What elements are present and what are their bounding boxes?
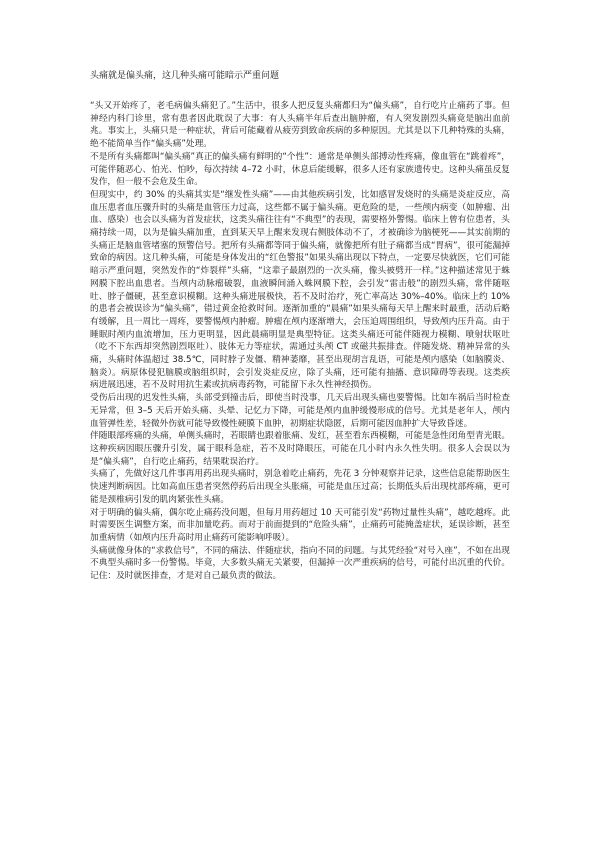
paragraph: 头痛就像身体的“求救信号”，不同的痛法、伴随症状，指向不同的问题。与其凭经验“对号入座”，不如在出现不典型头痛时多一份警惕。毕竟，大多数头痛无关紧要，但漏掉一次严重疾病的信号，可能付出沉重的代价。记住：及时就医排查，才是对自己最负责的做法。 <box>90 545 510 582</box>
paragraph: 伴随眼部疼痛的头痛，单侧头痛时，若眼睛也跟着胀痛、发红，甚至看东西模糊，可能是急性闭角型青光眼。这种疾病因眼压骤升引发，属于眼科急症，若不及时降眼压，可能在几小时内永久性失明。很多人会误以为是“偏头痛”，自行吃止痛药，结果耽误治疗。 <box>90 431 510 467</box>
article-title: 头痛就是偏头痛，这几种头痛可能暗示严重问题 <box>90 71 280 81</box>
paragraph: “头又开始疼了，老毛病偏头痛犯了。”生活中，很多人把反复头痛都归为“偏头痛”，自行吃片止痛药了事。但神经内科门诊里，常有患者因此耽误了大事：有人头痛半年后查出脑肿瘤，有人突发剧烈头痛竟是脑出血前兆。事实上，头痛只是一种症状，背后可能藏着从疲劳到致命疾病的多种原因。尤其是以下几种特殊的头痛，绝不能简单当作“偏头痛”处理。 <box>90 101 510 150</box>
paragraph: 不是所有头痛都叫“偏头痛”真正的偏头痛有鲜明的“个性”：通常是单侧头部搏动性疼痛，像血管在“跳着疼”，可能伴随恶心、怕光、怕吵，每次持续 4–72 小时，休息后能缓解，很多人还有家族遗传史。这种头痛虽反复发作，但一般不会危及生命。 <box>90 151 510 188</box>
paragraph: 头痛了，先做好这几件事再用药出现头痛时，别急着吃止痛药，先花 3 分钟观察并记录，这些信息能帮助医生快速判断病因。比如高血压患者突然停药后出现全头胀痛，可能是血压过高；长期低头后出现枕部疼痛，更可能是颈椎病引发的肌肉紧张性头痛。 <box>90 469 510 505</box>
paragraph: 但现实中，约 30% 的头痛其实是“继发性头痛”——由其他疾病引发，比如感冒发烧时的头痛是炎症反应，高血压患者血压骤升时的头痛是血管压力过高，这些都不属于偏头痛。更危险的是，一些颅内病变（如肿瘤、出血、感染）也会以头痛为首发症状，这类头痛往往有“不典型”的表现，需要格外警惕。临床上曾有位患者，头痛持续一周，以为是偏头痛加重，直到某天早上醒来发现右侧肢体动不了，才被确诊为脑梗死——其实前期的头痛正是脑血管堵塞的预警信号。把所有头痛都等同于偏头痛，就像把所有肚子痛都当成“胃病”，很可能漏掉致命的病因。这几种头痛，可能是身体发出的“红色警报”如果头痛出现以下特点，一定要尽快就医，它们可能暗示严重问题，突然发作的“炸裂样”头痛，“这辈子最剧烈的一次头痛，像头被劈开一样。”这种描述常见于蛛网膜下腔出血患者。当颅内动脉瘤破裂，血液瞬间涌入蛛网膜下腔，会引发“雷击般”的剧烈头痛，常伴随呕吐、脖子僵硬，甚至意识模糊。这种头痛进展极快，若不及时治疗，死亡率高达 30%–40%。临床上约 10% 的患者会被误诊为“偏头痛”，错过黄金抢救时间。逐渐加重的“晨痛”如果头痛每天早上醒来时最重，活动后略有缓解，且一周比一周疼，要警惕颅内肿瘤。肿瘤在颅内逐渐增大，会压迫周围组织，导致颅内压升高。由于睡眠时颅内血流增加，压力更明显，因此晨痛明显是典型特征。这类头痛还可能伴随视力模糊、喷射状呕吐（吃不下东西却突然剧烈呕吐）、肢体无力等症状，需通过头颅 CT 或磁共振排查。伴随发烧、精神异常的头痛，头痛时体温超过 38.5℃，同时脖子发僵、精神萎靡，甚至出现胡言乱语，可能是颅内感染（如脑膜炎、脑炎）。病原体侵犯脑膜或脑组织时，会引发炎症反应，除了头痛，还可能有抽搐、意识障碍等表现。这类疾病进展迅速，若不及时用抗生素或抗病毒药物，可能留下永久性神经损伤。 <box>90 189 510 391</box>
paragraph: 对于明确的偏头痛，偶尔吃止痛药没问题，但每月用药超过 10 天可能引发“药物过量性头痛”，越吃越疼。此时需要医生调整方案，而非加量吃药。而对于前面提到的“危险头痛”，止痛药可能掩盖症状，延误诊断，甚至加重病情（如颅内压升高时用止痛药可能影响呼吸）。 <box>90 507 510 543</box>
paragraph: 受伤后出现的迟发性头痛，头部受到撞击后，即使当时没事，几天后出现头痛也要警惕。比如车祸后当时检查无异常，但 3–5 天后开始头痛、头晕、记忆力下降，可能是颅内血肿缓慢形成的信号。尤其是老年人，颅内血管弹性差，轻微外伤就可能导致慢性硬膜下血肿，初期症状隐匿，后期可能因血肿扩大导致昏迷。 <box>90 393 510 429</box>
article-body <box>90 100 510 583</box>
